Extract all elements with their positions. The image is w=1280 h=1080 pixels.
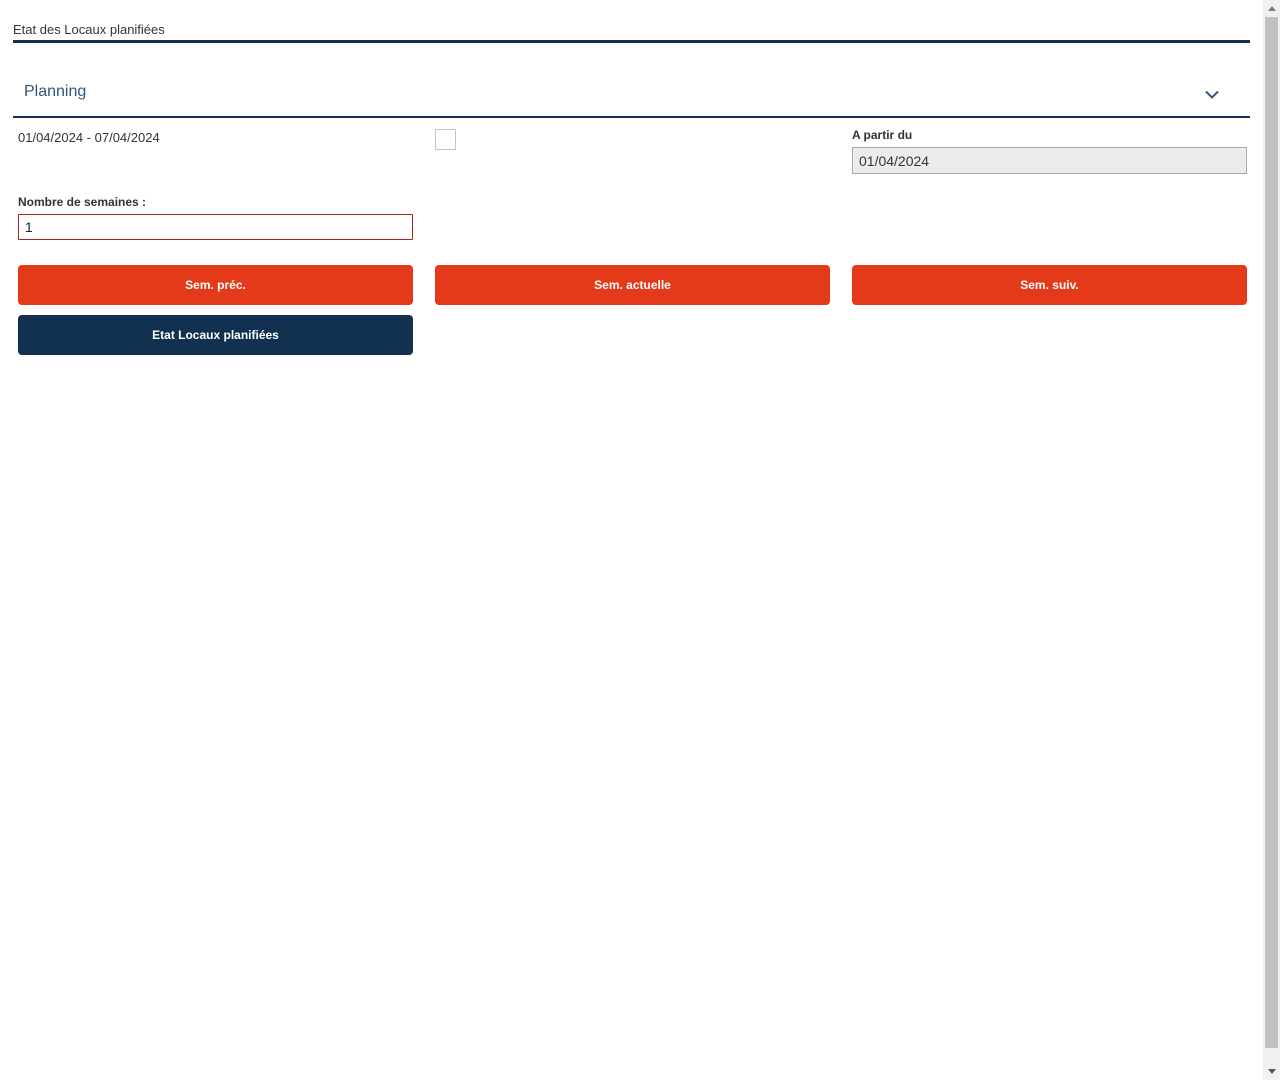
prev-week-button[interactable]: Sem. préc.: [18, 265, 413, 305]
date-range-cell: [18, 129, 413, 174]
planning-form: [18, 129, 1247, 355]
from-date-cell: [852, 129, 1247, 174]
locals-state-button[interactable]: Etat Locaux planifiées: [18, 315, 413, 355]
chevron-down-icon: [1205, 86, 1219, 95]
main-content: [0, 0, 1263, 355]
page-title: Etat des Locaux planifiées: [13, 22, 165, 37]
weeks-input[interactable]: [18, 214, 413, 240]
page-title-bar: [13, 0, 1250, 43]
scroll-down-button[interactable]: [1263, 1063, 1280, 1080]
checkbox-cell: [435, 129, 830, 174]
week-nav-buttons: [18, 265, 1247, 305]
planning-accordion-header[interactable]: [13, 43, 1250, 118]
accordion-title: Planning: [24, 83, 87, 100]
week-date-range: 01/04/2024 - 07/04/2024: [18, 130, 160, 145]
week-checkbox[interactable]: [435, 129, 456, 150]
current-week-button[interactable]: Sem. actuelle: [435, 265, 830, 305]
from-date-label: A partir du: [852, 128, 913, 142]
triangle-up-icon: [1268, 6, 1276, 11]
from-date-input[interactable]: [852, 147, 1247, 174]
scrollbar-thumb[interactable]: [1265, 17, 1278, 1048]
report-button-row: [18, 315, 1247, 355]
filters-row: [18, 129, 1247, 174]
next-week-button[interactable]: Sem. suiv.: [852, 265, 1247, 305]
triangle-down-icon: [1268, 1069, 1276, 1074]
scroll-up-button[interactable]: [1263, 0, 1280, 17]
weeks-label: Nombre de semaines :: [18, 195, 147, 209]
vertical-scrollbar[interactable]: [1263, 0, 1280, 1080]
